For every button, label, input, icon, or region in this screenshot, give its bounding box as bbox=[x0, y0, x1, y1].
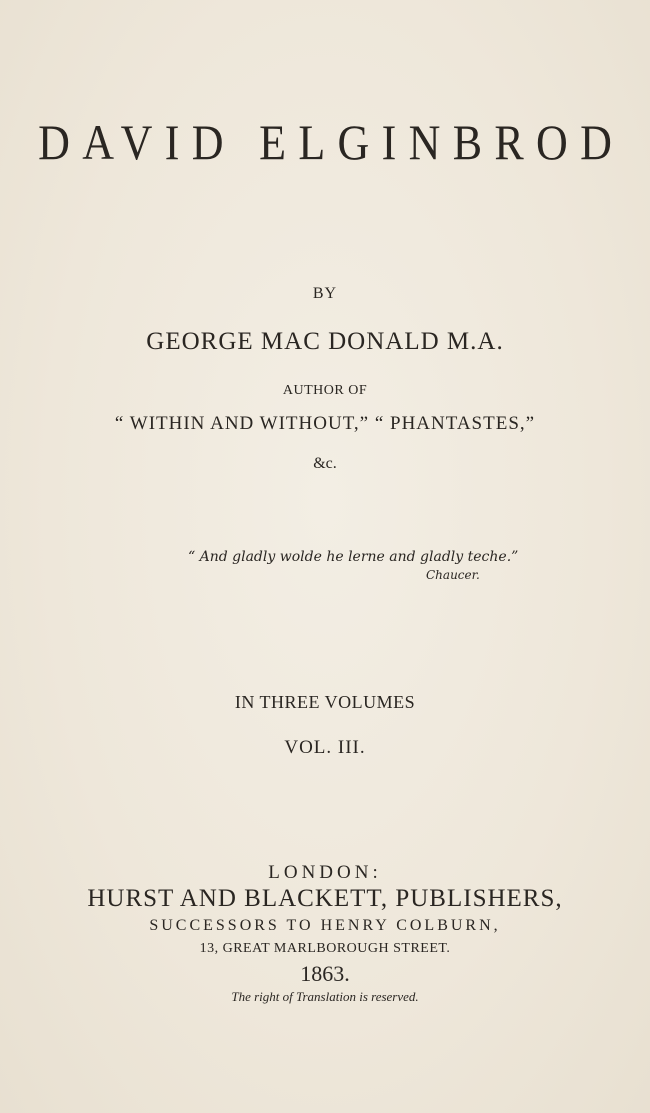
author-of-label: AUTHOR OF bbox=[282, 383, 368, 398]
epigraph-attribution: Chaucer. bbox=[426, 568, 480, 582]
imprint-successors: SUCCESSORS TO HENRY COLBURN, bbox=[149, 917, 501, 934]
volumes-label: IN THREE VOLUMES bbox=[234, 692, 416, 712]
volume-number: VOL. III. bbox=[284, 737, 366, 758]
imprint-year: 1863. bbox=[300, 961, 350, 986]
imprint-city: LONDON: bbox=[268, 862, 382, 883]
epigraph-quote: “ And gladly wolde he lerne and gladly teche.” bbox=[188, 549, 519, 565]
imprint-street: 13, GREAT MARLBOROUGH STREET. bbox=[199, 941, 451, 956]
author-name: GEORGE MAC DONALD M.A. bbox=[146, 328, 504, 355]
imprint-publisher: HURST AND BLACKETT, PUBLISHERS, bbox=[87, 885, 563, 912]
by-line: BY bbox=[312, 285, 338, 302]
et-cetera: &c. bbox=[313, 455, 337, 472]
book-title: DAVID ELGINBROD bbox=[38, 114, 625, 170]
rights-notice: The right of Translation is reserved. bbox=[231, 989, 419, 1004]
previous-works: “ WITHIN AND WITHOUT,” “ PHANTASTES,” bbox=[114, 413, 536, 434]
